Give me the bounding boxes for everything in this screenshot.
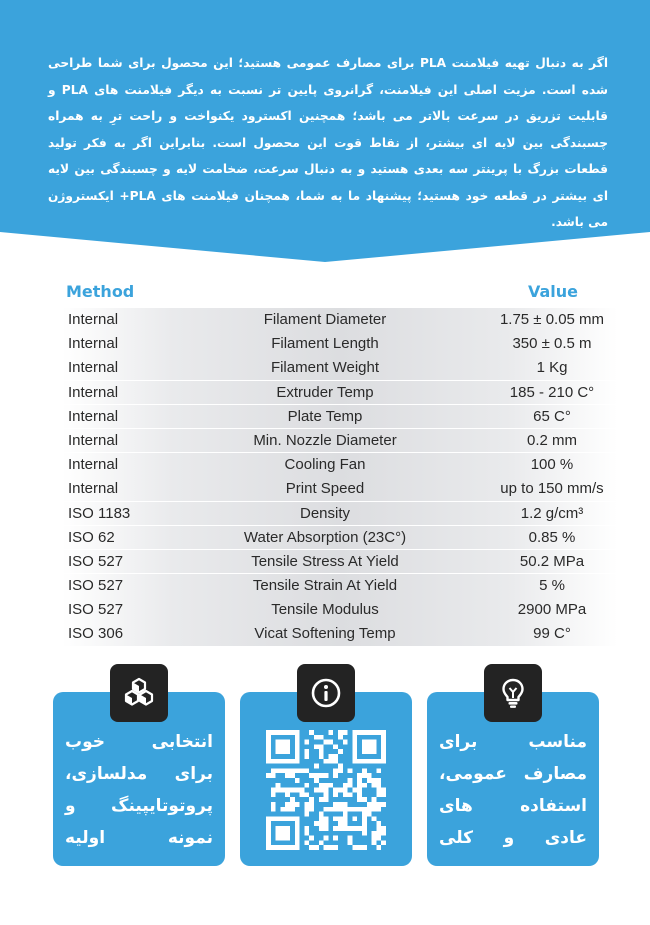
table-row: [62, 526, 618, 550]
table-row: [62, 574, 618, 598]
lightbulb-icon: [484, 664, 542, 722]
row-property: Tensile Strain At Yield: [252, 577, 398, 595]
method-header: Method: [66, 282, 135, 301]
table-rows: [62, 308, 618, 646]
row-property: Cooling Fan: [284, 456, 366, 474]
row-method: Internal: [68, 383, 119, 401]
row-property: Filament Weight: [270, 359, 380, 377]
row-method: Internal: [68, 480, 119, 498]
table-row: [62, 477, 618, 501]
row-value: 350 ± 0.5 m: [512, 335, 592, 353]
intro-banner: [0, 0, 650, 262]
row-method: ISO 527: [68, 577, 124, 595]
row-property: Vicat Softening Temp: [254, 625, 396, 643]
info-glyph: [309, 676, 343, 710]
card-usage-text: مناسب برای مصارف عمومی، استفاده های عادی و کلی: [439, 732, 587, 848]
cubes-icon: [110, 664, 168, 722]
row-value: 1.2 g/cm³: [520, 504, 584, 522]
row-property: Tensile Stress At Yield: [251, 552, 399, 570]
row-value: 65 C°: [533, 407, 571, 425]
qr-code[interactable]: [266, 730, 386, 850]
spec-table: [62, 278, 618, 647]
row-method: Internal: [68, 431, 119, 449]
row-value: up to 150 mm/s: [500, 480, 604, 498]
row-method: Internal: [68, 359, 119, 377]
table-row: [62, 381, 618, 405]
card-modeling-text: انتخابی خوب برای مدلسازی، پروتوتایپینگ و نمونه اولیه: [65, 732, 213, 848]
row-method: Internal: [68, 335, 119, 353]
table-row: [62, 550, 618, 574]
row-method: ISO 1183: [68, 504, 131, 522]
row-value: 1 Kg: [536, 359, 568, 377]
info-icon: [297, 664, 355, 722]
row-method: Internal: [68, 407, 119, 425]
row-value: 0.2 mm: [526, 431, 577, 449]
row-value: 99 C°: [533, 625, 571, 643]
row-method: ISO 62: [68, 528, 115, 546]
row-property: Print Speed: [285, 480, 365, 498]
row-property: Filament Length: [271, 335, 379, 353]
intro-paragraph: اگر به دنبال تهیه فیلامنت PLA برای مصارف عمومی هستید؛ این محصول برای شما طراحی شده است. مزیت اصلی این فیلامنت، گرانروی پایین تر نسبت به دیگر فیلامنت های PLA و قابلیت تزریق در سرعت بالاتر می باشد؛ همچنین اکسترود یکنواخت و راحت ترِ به همراه چسبندگی بین لایه ای بیشتر، از نقاط قوت این محصول است. بنابراین اگر به فکر تولید قطعات بزرگ با پرینتر سه بعدی هستید و به دنبال سرعت، ضخامت لایه و چسبندگی بین لایه ای بیشتر در قطعه خود هستید؛ پیشنهاد ما به شما، همچنان فیلامنت های PLA+ ایکستروژن می باشد.: [48, 56, 609, 229]
row-property: Min. Nozzle Diameter: [253, 431, 397, 449]
row-value: 100 %: [530, 456, 574, 474]
table-row: [62, 502, 618, 526]
row-value: 185 - 210 C°: [509, 383, 595, 401]
row-property: Density: [299, 504, 351, 522]
value-header: Value: [527, 282, 578, 301]
row-method: ISO 306: [68, 625, 124, 643]
row-value: 5 %: [539, 577, 565, 595]
row-method: ISO 527: [68, 601, 124, 619]
table-row: [62, 429, 618, 453]
row-method: ISO 527: [68, 552, 124, 570]
lightbulb-glyph: [496, 676, 530, 710]
table-row: [62, 332, 618, 356]
row-property: Tensile Modulus: [271, 601, 379, 619]
row-method: Internal: [68, 456, 119, 474]
table-row: [62, 598, 618, 622]
table-row: [62, 405, 618, 429]
cubes-glyph: [122, 676, 156, 710]
table-row: [62, 308, 618, 332]
row-property: Plate Temp: [287, 407, 363, 425]
row-property: Extruder Temp: [276, 383, 374, 401]
row-value: 1.75 ± 0.05 mm: [499, 311, 605, 328]
table-row: [62, 622, 618, 646]
row-value: 0.85 %: [528, 528, 576, 546]
row-method: Internal: [68, 311, 119, 328]
table-row: [62, 453, 618, 477]
row-property: Water Absorption (23C°): [243, 528, 407, 546]
row-property: Filament Diameter: [263, 311, 387, 328]
table-header: [62, 278, 618, 308]
row-value: 2900 MPa: [517, 601, 587, 619]
row-value: 50.2 MPa: [519, 552, 585, 570]
table-row: [62, 356, 618, 380]
